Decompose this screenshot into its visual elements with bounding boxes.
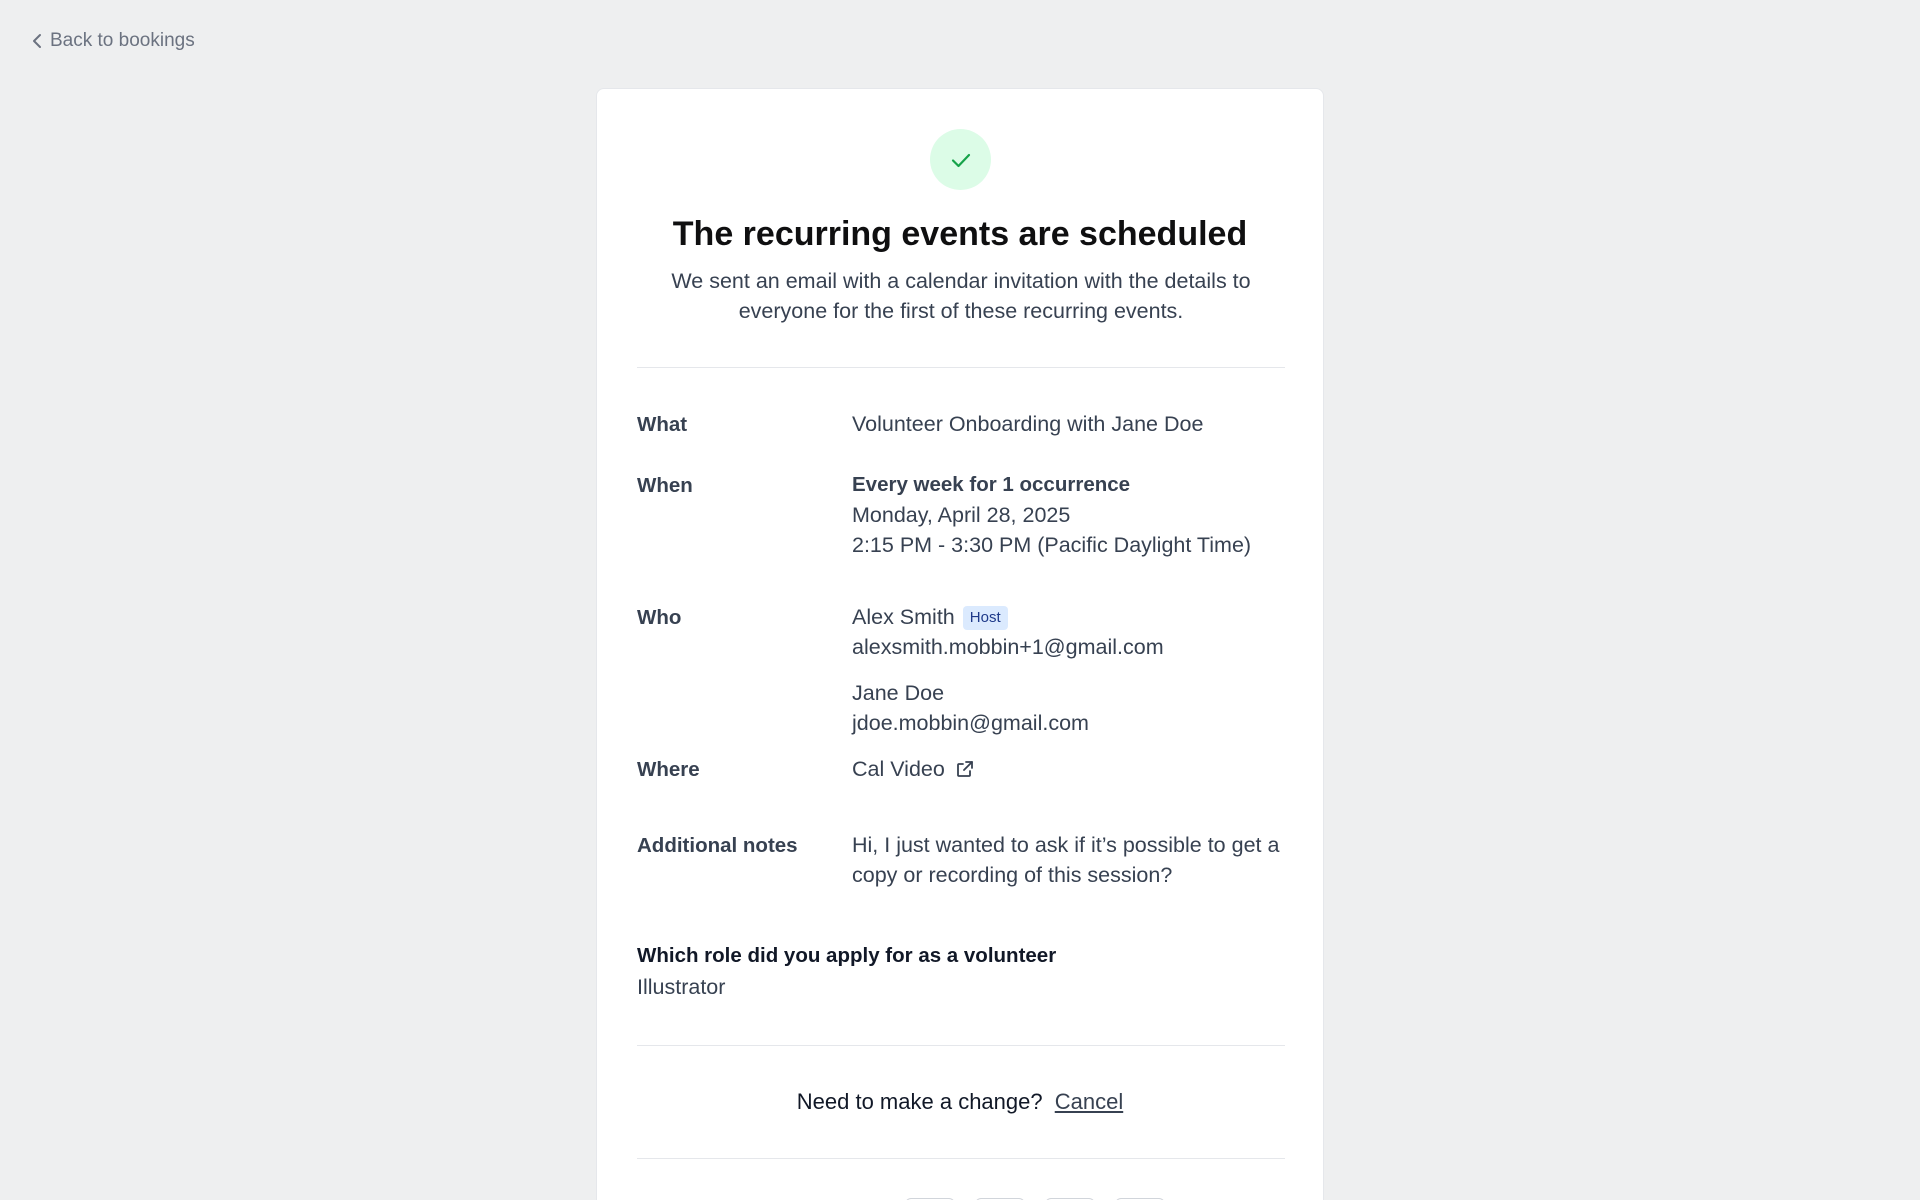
host-badge: Host	[963, 606, 1008, 630]
question-answer: Illustrator	[637, 975, 726, 999]
what-label: What	[637, 413, 688, 436]
divider	[637, 367, 1285, 368]
attendee-name: Jane Doe	[852, 681, 945, 705]
page-subtitle: We sent an email with a calendar invitation with the details to everyone for the first of these recurring events.	[671, 269, 1251, 323]
success-badge	[930, 129, 991, 190]
back-link-label: Back to bookings	[50, 30, 195, 51]
attendee-email: jdoe.mobbin@gmail.com	[852, 711, 1089, 735]
what-value: Volunteer Onboarding with Jane Doe	[852, 412, 1204, 436]
attendee-guest	[852, 678, 1282, 738]
page-title: The recurring events are scheduled	[672, 215, 1248, 253]
when-label: When	[637, 474, 693, 497]
event-date: Monday, April 28, 2025	[852, 503, 1071, 527]
recurrence-text: Every week for 1 occurrence	[852, 473, 1131, 496]
attendee-name: Alex Smith	[852, 605, 955, 629]
location-value: Cal Video	[852, 757, 945, 781]
change-prompt: Need to make a change?	[796, 1089, 1043, 1114]
chevron-left-icon	[30, 32, 44, 50]
change-row	[597, 1089, 1323, 1115]
location-link[interactable]	[852, 754, 1282, 784]
notes-label: Additional notes	[637, 834, 798, 857]
back-to-bookings-link[interactable]	[30, 30, 195, 52]
event-time: 2:15 PM - 3:30 PM (Pacific Daylight Time)	[852, 533, 1252, 557]
attendee-host	[852, 602, 1282, 662]
question-label: Which role did you apply for as a volunteer	[637, 944, 1057, 967]
attendee-email: alexsmith.mobbin+1@gmail.com	[852, 635, 1164, 659]
divider	[637, 1045, 1285, 1046]
external-link-icon	[955, 759, 975, 779]
booking-card	[596, 88, 1324, 1200]
who-label: Who	[637, 606, 682, 629]
where-label: Where	[637, 758, 700, 781]
check-icon	[949, 148, 973, 172]
cancel-link[interactable]: Cancel	[1054, 1089, 1124, 1114]
notes-value: Hi, I just wanted to ask if it’s possible to get a copy or recording of this session?	[852, 833, 1280, 887]
divider	[637, 1158, 1285, 1159]
when-value	[852, 470, 1282, 560]
